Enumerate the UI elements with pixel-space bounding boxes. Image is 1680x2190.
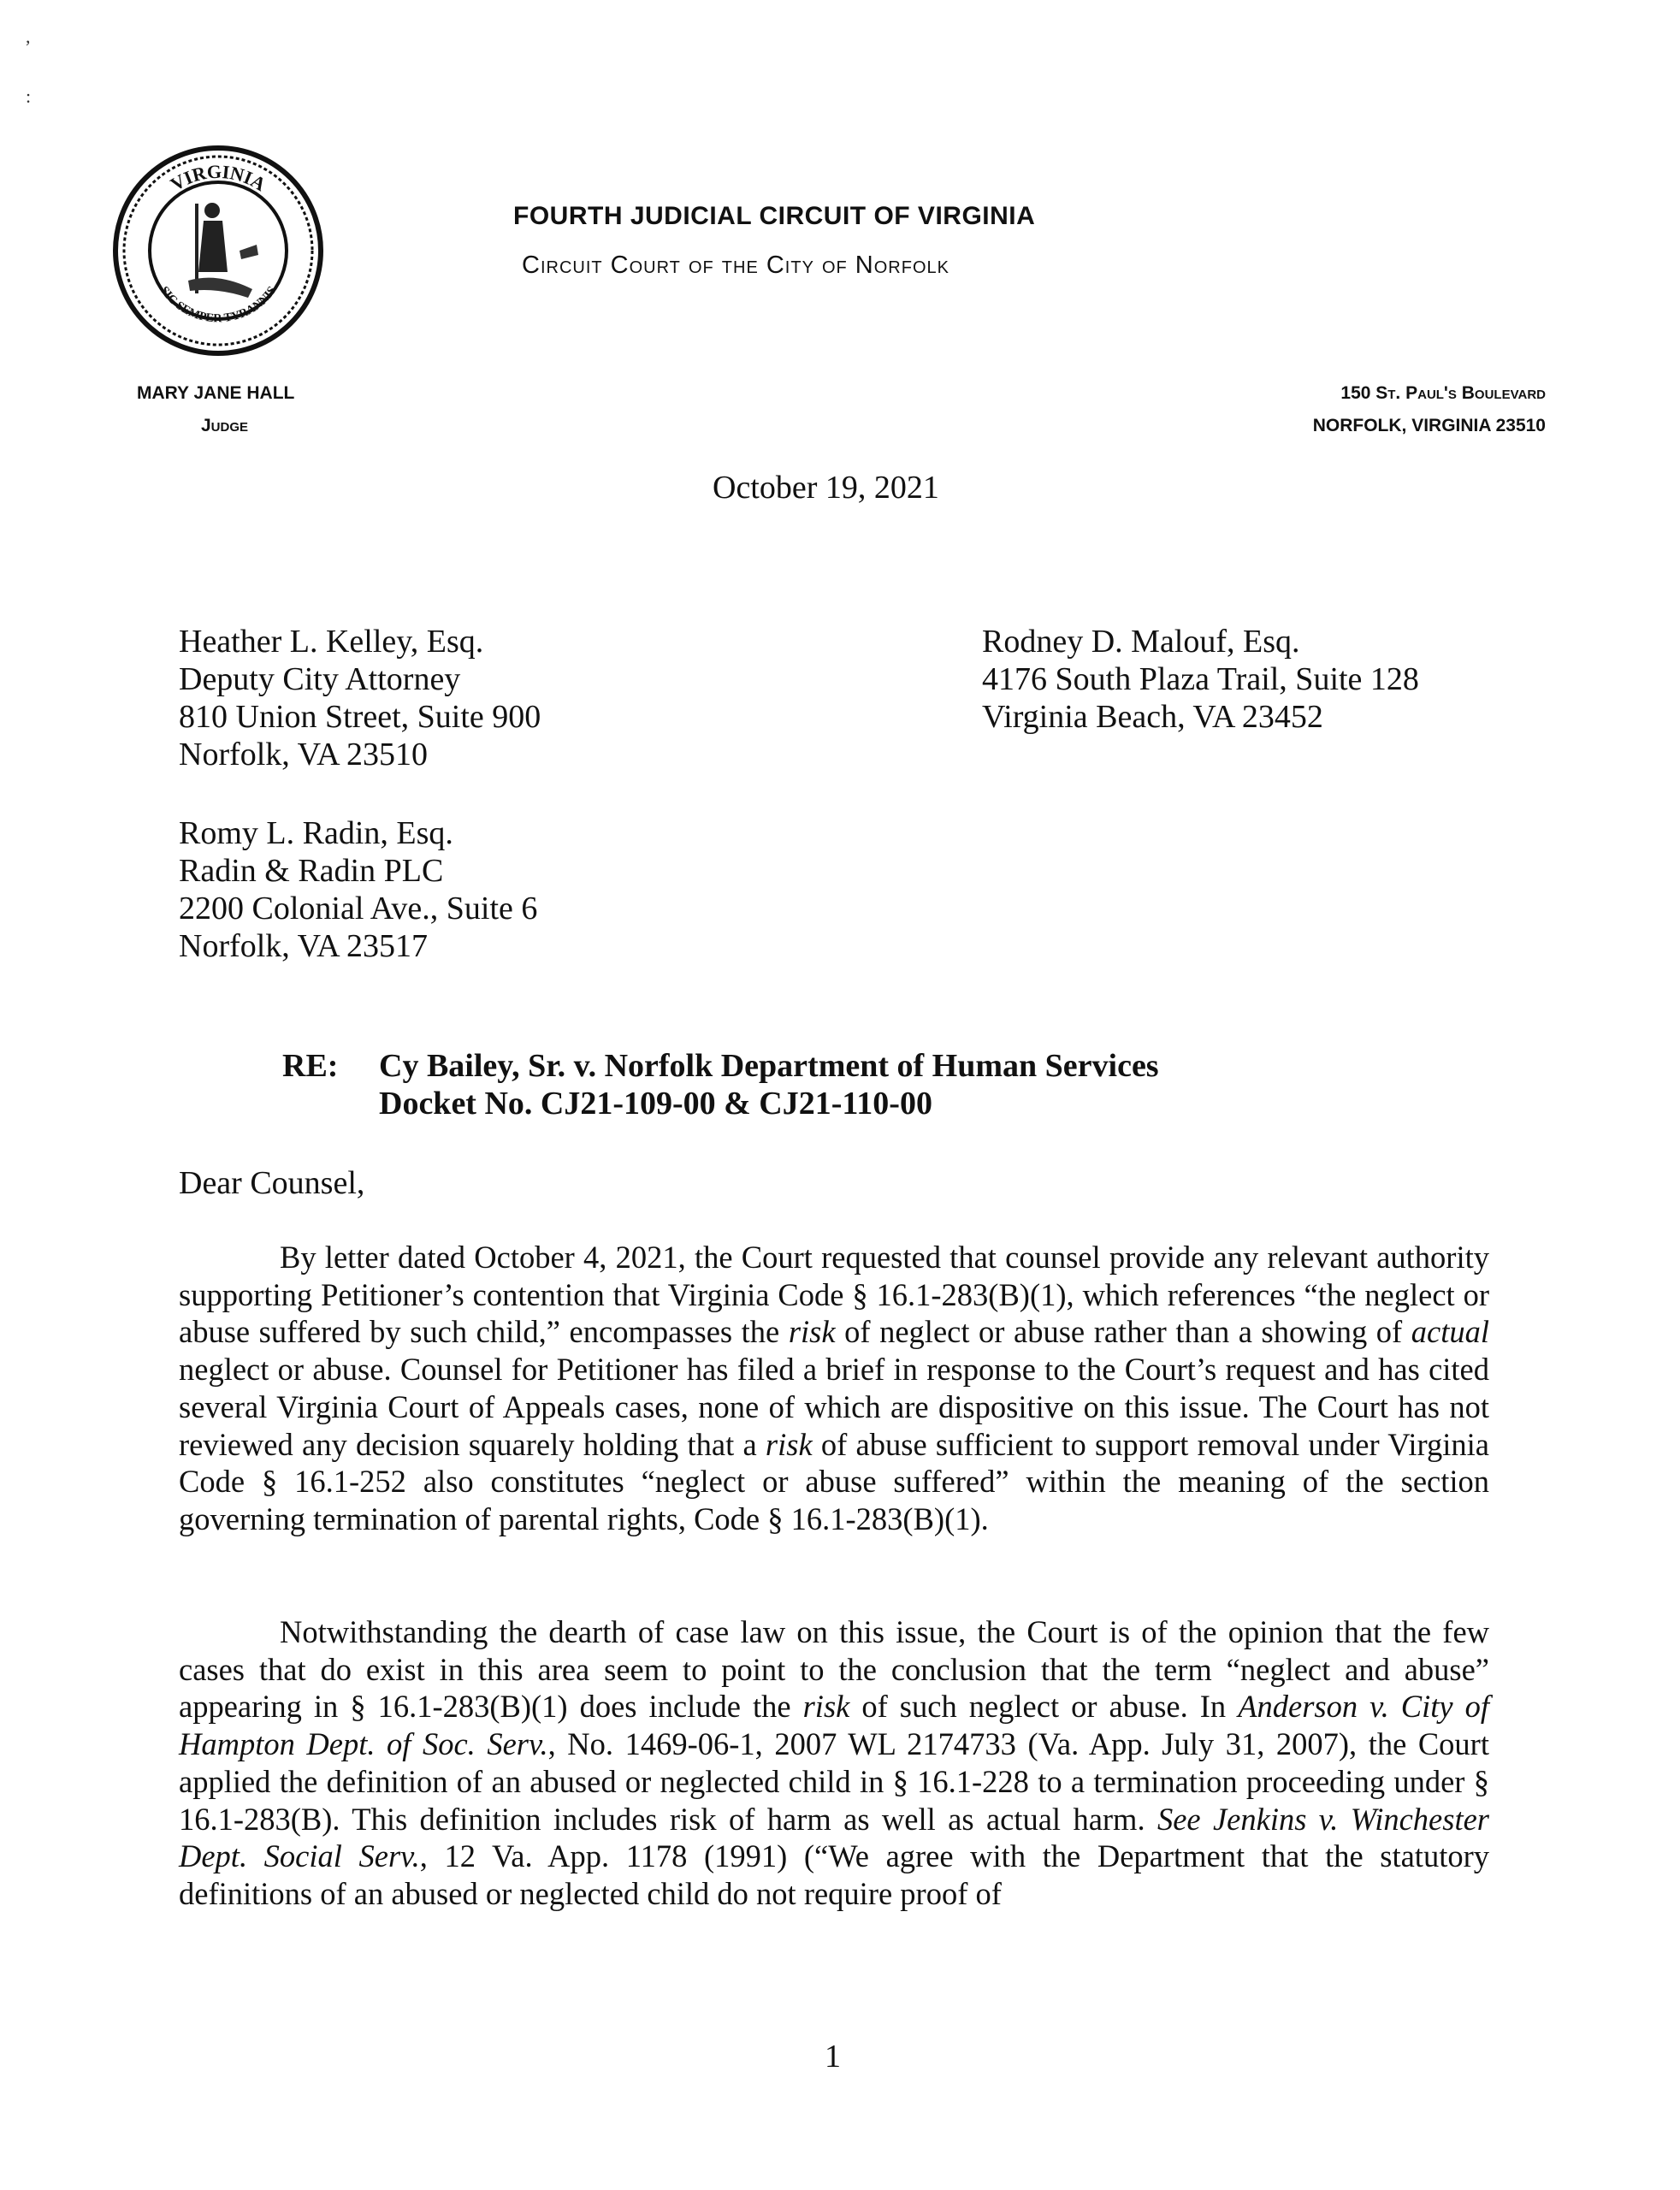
- italic-run: risk: [788, 1314, 836, 1350]
- recipient-line: Romy L. Radin, Esq.: [179, 815, 453, 851]
- text-run: By letter dated October 4, 2021, the Court requested that counsel provide any relevant authority supporting Petitioner’s contention that Virginia Code § 16.1-283(B)(1), which references “the neglect or abuse suffered by such child,” encompasses the: [179, 1240, 1489, 1350]
- text-run: of abuse sufficient to support removal under Virginia Code § 16.1-252 also constitutes “neglect or abuse suffered” within the meaning of the section governing termination of parental rights, Code § 16.1-283(B)(1).: [179, 1426, 1489, 1536]
- text-run: of neglect or abuse rather than a showing of: [835, 1314, 1411, 1350]
- re-subject: [379, 1047, 1159, 1122]
- court-address-line1: 150 St. Paul's Boulevard: [1340, 383, 1546, 403]
- svg-text:VIRGINIA: [167, 161, 269, 195]
- recipient-radin: [179, 814, 537, 965]
- text-run: , 12 Va. App. 1178 (1991) (“We agree with the Department that the statutory definitions of an abused or neglected child do not require proof of: [179, 1838, 1489, 1911]
- recipient-line: Norfolk, VA 23517: [179, 928, 429, 964]
- recipient-line: Rodney D. Malouf, Esq.: [982, 624, 1300, 660]
- recipient-kelley: [179, 623, 541, 773]
- recipient-malouf: [982, 623, 1419, 736]
- text-run: Notwithstanding the dearth of case law on this issue, the Court is of the opinion that the few cases that do exist in this area seem to point to the conclusion that the term “neglect and abuse” appearing in § 16.1-283(B)(1) does include the: [179, 1614, 1489, 1725]
- recipient-line: Deputy City Attorney: [179, 661, 461, 697]
- body-paragraph-2: [179, 1613, 1489, 1913]
- recipient-line: Norfolk, VA 23510: [179, 737, 429, 772]
- case-citation: Anderson v. City of Hampton Dept. of Soc. Serv.: [179, 1689, 1489, 1762]
- judge-title: Judge: [201, 416, 249, 435]
- seal-motto: SIC SEMPER TYRANNIS: [157, 284, 280, 326]
- re-docket: Docket No. CJ21-109-00 & CJ21-110-00: [379, 1086, 932, 1122]
- italic-run: risk: [765, 1426, 813, 1462]
- recipient-line: 4176 South Plaza Trail, Suite 128: [982, 661, 1419, 697]
- case-citation: See Jenkins v. Winchester Dept. Social Serv.: [179, 1801, 1489, 1874]
- text-run: , No. 1469-06-1, 2007 WL 2174733 (Va. App. July 31, 2007), the Court applied the definition of an abused or neglected child in § 16.1-228 to a termination proceeding under § 16.1-283(B). This definition includes risk of harm as well as actual harm.: [179, 1726, 1489, 1837]
- page-number: 1: [825, 2039, 841, 2075]
- re-case-title: Cy Bailey, Sr. v. Norfolk Department of Human Services: [379, 1048, 1159, 1084]
- scan-mark: :: [26, 86, 32, 107]
- body-paragraph-1: [179, 1239, 1489, 1538]
- recipient-line: Virginia Beach, VA 23452: [982, 699, 1323, 735]
- recipient-line: Heather L. Kelley, Esq.: [179, 624, 484, 660]
- court-subtitle: Circuit Court of the City of Norfolk: [522, 252, 949, 279]
- court-address-line2: NORFOLK, VIRGINIA 23510: [1312, 416, 1546, 435]
- text-run: of such neglect or abuse. In: [849, 1689, 1239, 1725]
- court-name: FOURTH JUDICIAL CIRCUIT OF VIRGINIA: [513, 202, 1036, 230]
- italic-run: risk: [802, 1689, 850, 1725]
- re-label: RE:: [282, 1048, 339, 1084]
- seal-text: VIRGINIA: [166, 160, 270, 196]
- recipient-line: Radin & Radin PLC: [179, 853, 444, 889]
- text-run: neglect or abuse. Counsel for Petitioner has filed a brief in response to the Court’s request and has cited several Virginia Court of Appeals cases, none of which are dispositive on this issue. The Court has not reviewed any decision squarely holding that a: [179, 1352, 1489, 1462]
- italic-run: actual: [1411, 1314, 1489, 1350]
- scan-mark: ,: [26, 26, 31, 47]
- recipient-line: 810 Union Street, Suite 900: [179, 699, 541, 735]
- letter-date: October 19, 2021: [713, 470, 939, 506]
- judge-name: MARY JANE HALL: [137, 383, 295, 403]
- virginia-seal-icon: [111, 144, 325, 358]
- salutation: Dear Counsel,: [179, 1165, 365, 1201]
- recipient-line: 2200 Colonial Ave., Suite 6: [179, 891, 538, 926]
